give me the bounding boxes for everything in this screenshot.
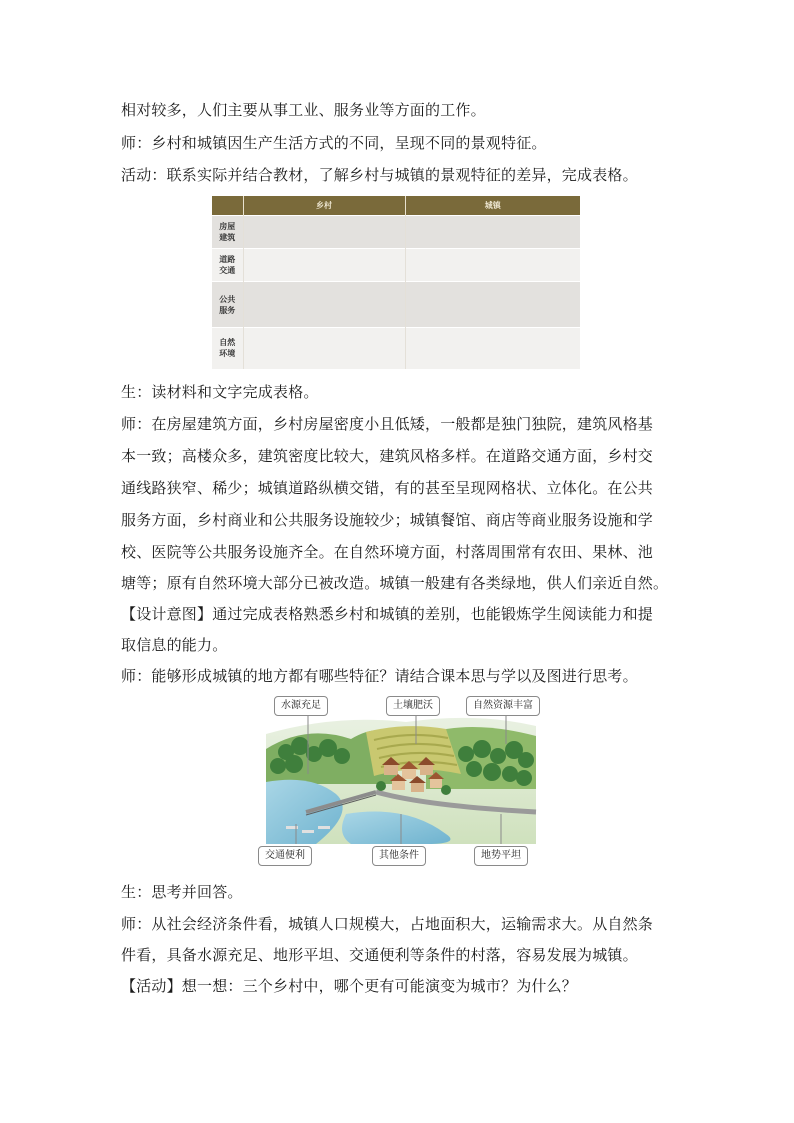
label-water-abundant: 水源充足 — [274, 696, 328, 716]
table-cell-urban-roads — [405, 249, 580, 282]
table-cell-urban-services — [405, 282, 580, 328]
table-cell-urban-housing — [405, 216, 580, 249]
table-cell-rural-environment — [243, 328, 405, 369]
table-header-urban: 城镇 — [405, 196, 580, 216]
town-conditions-illustration — [256, 694, 546, 866]
label-flat-terrain: 地势平坦 — [474, 846, 528, 866]
paragraph-student-read: 生：读材料和文字完成表格。 — [121, 383, 319, 401]
table-cell-urban-environment — [405, 328, 580, 369]
comparison-table — [212, 196, 580, 369]
paragraph-teacher-conclusion-line-2: 件看，具备水源充足、地形平坦、交通便利等条件的村落，容易发展为城镇。 — [121, 946, 638, 964]
table-row — [212, 216, 580, 249]
paragraph-teacher-conclusion-line-1: 师：从社会经济条件看，城镇人口规模大，占地面积大，运输需求大。从自然条 — [121, 915, 654, 933]
table-row — [212, 282, 580, 328]
table-cell-rural-housing — [243, 216, 405, 249]
table-header-empty — [212, 196, 243, 216]
paragraph-student-think: 生：思考并回答。 — [121, 883, 243, 901]
paragraph-teacher-answer-line-2: 本一致；高楼众多，建筑密度比较大，建筑风格多样。在道路交通方面，乡村交 — [121, 447, 654, 465]
table-cell-rural-roads — [243, 249, 405, 282]
paragraph-intro-continuation: 相对较多，人们主要从事工业、服务业等方面的工作。 — [121, 101, 486, 119]
paragraph-teacher-answer-line-3: 通线路狭窄、稀少；城镇道路纵横交错，有的甚至呈现网格状、立体化。在公共 — [121, 479, 654, 497]
table-header-rural: 乡村 — [243, 196, 405, 216]
paragraph-teacher-question: 师：能够形成城镇的地方都有哪些特征？请结合课本思与学以及图进行思考。 — [121, 667, 638, 685]
paragraph-design-intent-line-2: 取信息的能力。 — [121, 636, 228, 654]
paragraph-teacher-answer-line-1: 师：在房屋建筑方面，乡村房屋密度小且低矮，一般都是独门独院，建筑风格基 — [121, 415, 654, 433]
table-row — [212, 249, 580, 282]
label-natural-resources: 自然资源丰富 — [466, 696, 540, 716]
label-convenient-transport: 交通便利 — [258, 846, 312, 866]
paragraph-teacher-answer-line-6: 塘等；原有自然环境大部分已被改造。城镇一般建有各类绿地，供人们亲近自然。 — [121, 574, 669, 592]
paragraph-activity: 活动：联系实际并结合教材，了解乡村与城镇的景观特征的差异，完成表格。 — [121, 166, 638, 184]
paragraph-teacher-answer-line-5: 校、医院等公共服务设施齐全。在自然环境方面，村落周围常有农田、果林、池 — [121, 543, 654, 561]
label-other-conditions: 其他条件 — [372, 846, 426, 866]
paragraph-activity-question: 【活动】想一想：三个乡村中，哪个更有可能演变为城市？为什么？ — [121, 977, 578, 995]
table-header-row — [212, 196, 580, 216]
paragraph-teacher-answer-line-4: 服务方面，乡村商业和公共服务设施较少；城镇餐馆、商店等商业服务设施和学 — [121, 511, 654, 529]
label-fertile-soil: 土壤肥沃 — [386, 696, 440, 716]
table-row — [212, 328, 580, 369]
paragraph-teacher-landscape: 师：乡村和城镇因生产生活方式的不同，呈现不同的景观特征。 — [121, 134, 547, 152]
row-label-roads: 道路 交通 — [212, 249, 243, 282]
row-label-public-services: 公共 服务 — [212, 282, 243, 328]
landscape-illustration — [256, 694, 546, 866]
paragraph-design-intent-line-1: 【设计意图】通过完成表格熟悉乡村和城镇的差别，也能锻炼学生阅读能力和提 — [121, 605, 654, 623]
row-label-environment: 自然 环境 — [212, 328, 243, 369]
table-cell-rural-services — [243, 282, 405, 328]
row-label-housing: 房屋 建筑 — [212, 216, 243, 249]
